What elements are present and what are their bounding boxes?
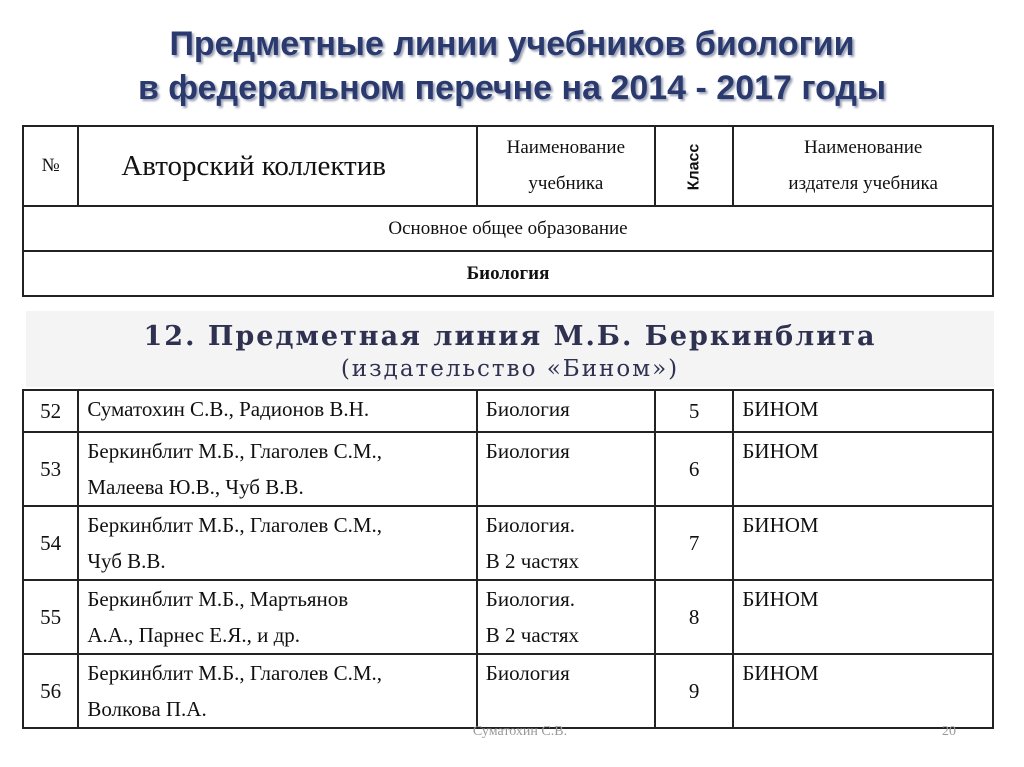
slide-title [0, 22, 1024, 110]
row-publisher: БИНОМ [733, 654, 993, 728]
header-textbook [477, 126, 655, 206]
row-authors [78, 432, 476, 506]
section-label: Основное общее образование [23, 206, 993, 251]
row-textbook-line2: В 2 частях [485, 549, 580, 573]
header-class [655, 126, 733, 206]
row-textbook-line1: Биология. [485, 513, 576, 537]
row-textbook [477, 432, 655, 506]
row-class: 7 [655, 506, 733, 580]
row-textbook-line1: Биология. [485, 587, 576, 611]
header-class-label: Класс [685, 143, 703, 191]
row-textbook [477, 654, 655, 728]
subject-label: Биология [23, 251, 993, 296]
row-authors-line1: Беркинблит М.Б., Глаголев С.М., [87, 439, 382, 463]
table-row [23, 390, 993, 432]
slide-title-line1: Предметные линии учебников биологии [169, 25, 855, 63]
header-table [22, 125, 994, 297]
row-authors [78, 506, 476, 580]
section-row [23, 206, 993, 251]
row-authors [78, 390, 476, 432]
row-authors-line1: Суматохин С.В., Радионов В.Н. [87, 397, 370, 421]
row-class: 5 [655, 390, 733, 432]
header-publisher-line2: издателя учебника [788, 173, 938, 194]
row-publisher: БИНОМ [733, 580, 993, 654]
line-heading-subtitle: (издательство «Бином») [340, 356, 680, 382]
line-heading-band [26, 311, 994, 387]
row-textbook-line1: Биология [485, 439, 570, 463]
row-textbook [477, 506, 655, 580]
row-publisher: БИНОМ [733, 506, 993, 580]
row-authors [78, 580, 476, 654]
row-textbook-line1: Биология [485, 661, 570, 685]
row-authors-line2: А.А., Парнес Е.Я., и др. [87, 623, 301, 647]
row-class: 9 [655, 654, 733, 728]
page-number: 20 [942, 724, 956, 739]
row-num: 56 [23, 654, 78, 728]
line-heading-title: 12. Предметная линия М.Б. Беркинблита [143, 321, 877, 352]
row-num: 55 [23, 580, 78, 654]
header-publisher-line1: Наименование [803, 137, 923, 158]
row-authors-line1: Беркинблит М.Б., Мартьянов [87, 587, 349, 611]
textbook-table [22, 389, 994, 729]
row-publisher: БИНОМ [733, 432, 993, 506]
row-textbook-line2: В 2 частях [485, 623, 580, 647]
table-row [23, 580, 993, 654]
subject-row [23, 251, 993, 296]
row-authors-line1: Беркинблит М.Б., Глаголев С.М., [87, 661, 382, 685]
row-authors-line2: Волкова П.А. [87, 697, 207, 721]
row-class: 8 [655, 580, 733, 654]
row-num: 54 [23, 506, 78, 580]
table-row [23, 654, 993, 728]
header-textbook-line1: Наименование [506, 137, 626, 158]
row-authors [78, 654, 476, 728]
slide-title-line2: в федеральном перечне на 2014 - 2017 годы [137, 69, 887, 107]
footer-author: Суматохин С.В. [472, 724, 568, 739]
table-row [23, 432, 993, 506]
row-textbook [477, 580, 655, 654]
row-num: 53 [23, 432, 78, 506]
row-textbook [477, 390, 655, 432]
row-publisher: БИНОМ [733, 390, 993, 432]
row-class: 6 [655, 432, 733, 506]
table-row [23, 506, 993, 580]
header-num: № [23, 126, 78, 206]
row-authors-line2: Чуб В.В. [87, 549, 166, 573]
row-authors-line1: Беркинблит М.Б., Глаголев С.М., [87, 513, 382, 537]
header-publisher [733, 126, 993, 206]
header-authors: Авторский коллектив [78, 126, 476, 206]
header-row [23, 126, 993, 206]
row-num: 52 [23, 390, 78, 432]
header-textbook-line2: учебника [528, 173, 604, 194]
row-textbook-line1: Биология [485, 397, 570, 421]
row-authors-line2: Малеева Ю.В., Чуб В.В. [87, 475, 304, 499]
